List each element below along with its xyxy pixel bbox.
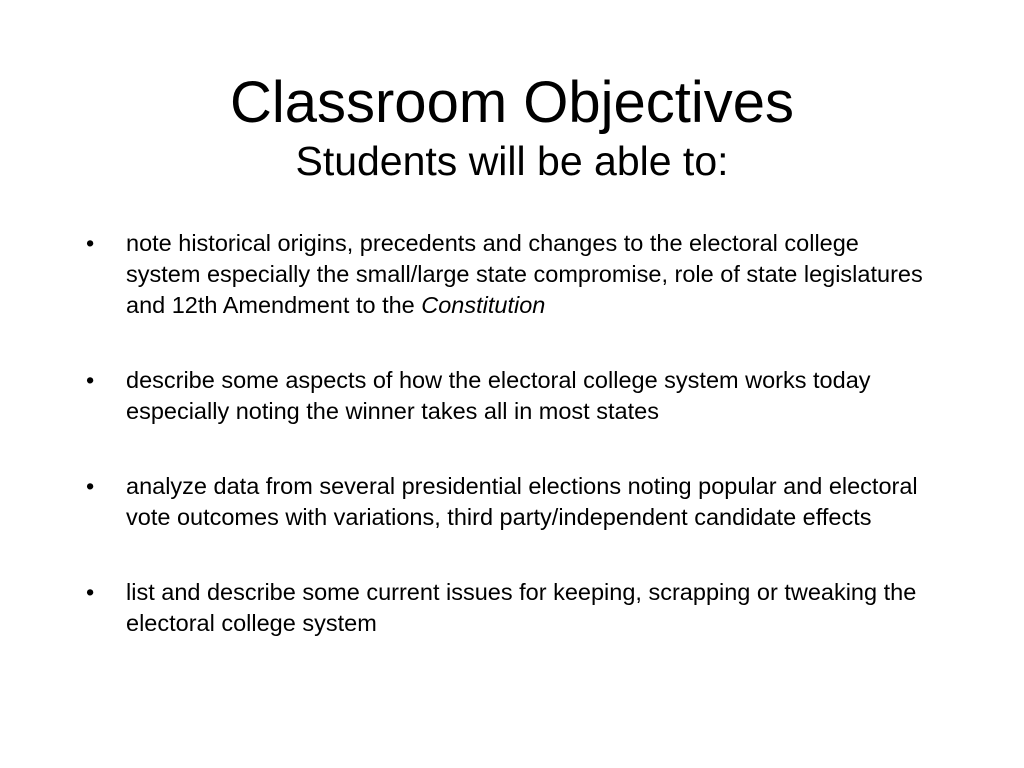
list-item [86, 365, 936, 427]
bullet-icon: • [86, 579, 95, 605]
list-item [86, 577, 936, 639]
emphasis-text: Constitution [421, 292, 546, 318]
objective-text: describe some aspects of how the electoral college system works today especially noting the winner takes all in most states [126, 367, 871, 424]
objectives-list [86, 228, 936, 683]
bullet-icon: • [86, 230, 95, 256]
objective-text: analyze data from several presidential elections noting popular and electoral vote outcomes with variations, third party/independent candidate effects [126, 473, 918, 530]
bullet-icon: • [86, 367, 95, 393]
bullet-icon: • [86, 473, 95, 499]
slide-title: Classroom Objectives [229, 70, 795, 135]
objective-text: note historical origins, precedents and changes to the electoral college system especially the small/large state compromise, role of state legislatures and 12th Amendment to the Constitution [126, 230, 923, 318]
objective-text: list and describe some current issues for keeping, scrapping or tweaking the electoral college system [126, 579, 917, 636]
title-block [0, 70, 1024, 186]
slide-subtitle: Students will be able to: [295, 138, 729, 184]
list-item [86, 471, 936, 533]
list-item [86, 228, 936, 321]
